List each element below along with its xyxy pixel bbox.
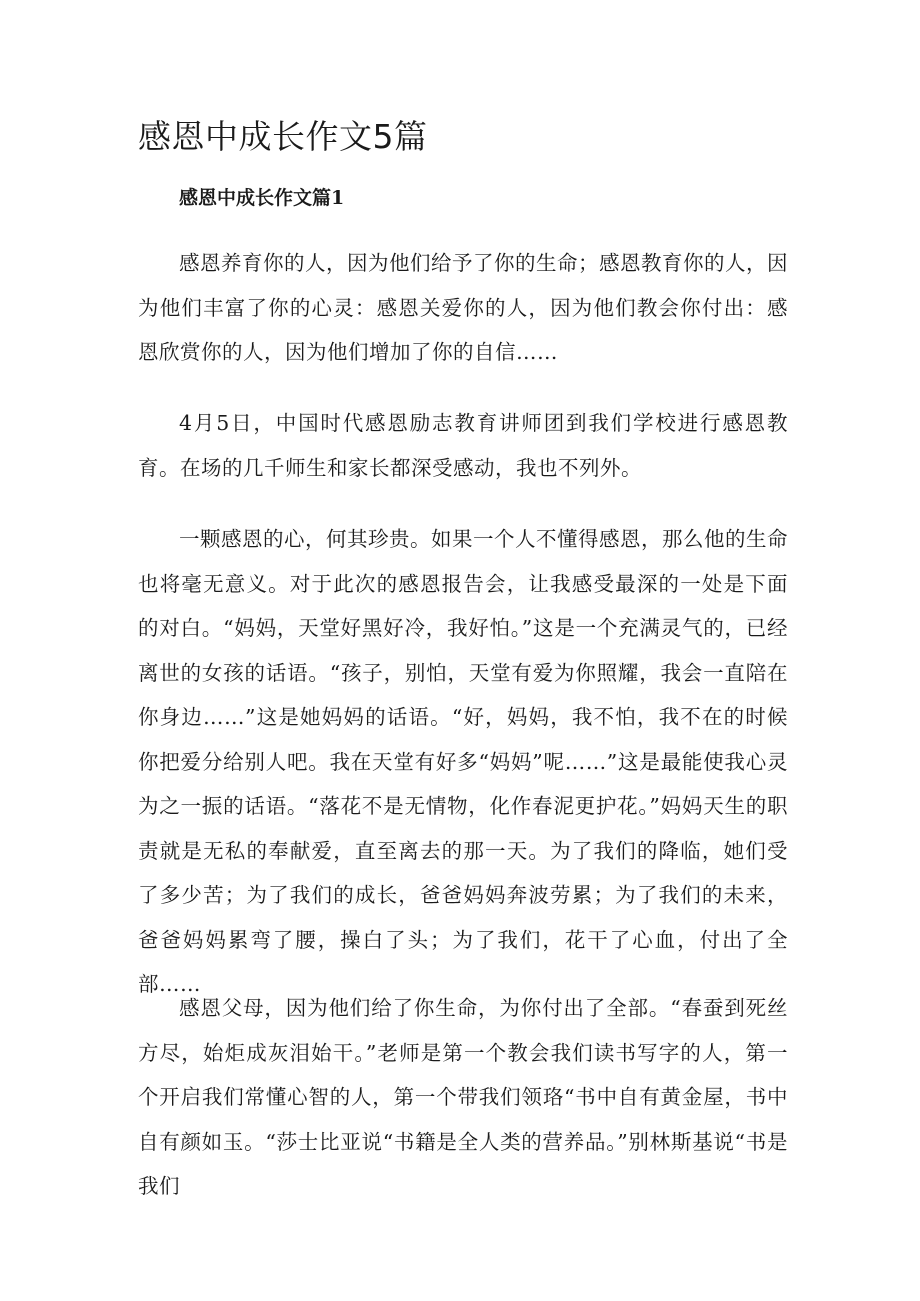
- paragraph-2: 4月5日，中国时代感恩励志教育讲师团到我们学校进行感恩教育。在场的几千师生和家长都深受感动，我也不列外。: [138, 411, 788, 480]
- essay-subtitle: 感恩中成长作文篇1: [179, 187, 345, 209]
- document-title: 感恩中成长作文5篇: [138, 117, 428, 156]
- paragraph-3: 一颗感恩的心，何其珍贵。如果一个人不懂得感恩，那么他的生命也将毫无意义。对于此次的感恩报告会，让我感受最深的一处是下面的对白。“妈妈，天堂好黑好冷，我好怕。”这是一个充满灵气的，已经离世的女孩的话语。“孩子，别怕，天堂有爱为你照耀，我会一直陪在你身边……”这是她妈妈的话语。“好，妈妈，我不怕，我不在的时候你把爱分给别人吧。我在天堂有好多“妈妈”呢……”这是最能使我心灵为之一振的话语。“落花不是无情物，化作春泥更护花。”妈妈天生的职责就是无私的奉献爱，直至离去的那一天。为了我们的降临，她们受了多少苦；为了我们的成长，爸爸妈妈奔波劳累；为了我们的未来，爸爸妈妈累弯了腰，操白了头；为了我们，花干了心血，付出了全部……: [138, 527, 788, 996]
- paragraph-4: 感恩父母，因为他们给了你生命，为你付出了全部。“春蚕到死丝方尽，始炬成灰泪始干。”老师是第一个教会我们读书写字的人，第一个开启我们常懂心智的人，第一个带我们领珞“书中自有黄金屋，书中自有颜如玉。“莎士比亚说“书籍是全人类的营养品。”别林斯基说“书是我们: [138, 996, 788, 1198]
- paragraph-1: 感恩养育你的人，因为他们给予了你的生命；感恩教育你的人，因为他们丰富了你的心灵：感恩关爱你的人，因为他们教会你付出：感恩欣赏你的人，因为他们增加了你的自信……: [138, 251, 788, 364]
